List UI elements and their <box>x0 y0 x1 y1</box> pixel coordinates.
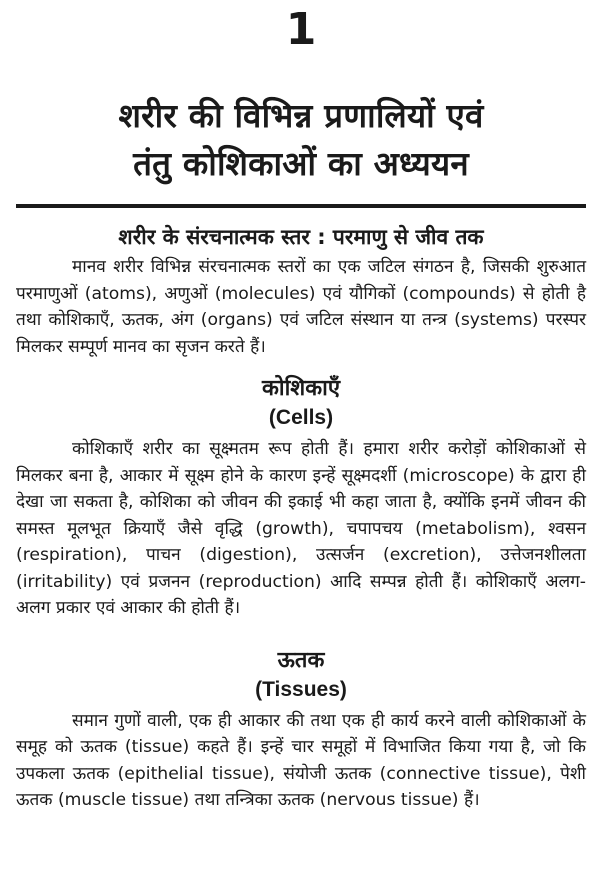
section-heading-structural-levels: शरीर के संरचनात्मक स्तर : परमाणु से जीव तक <box>118 225 484 249</box>
section-heading-tissues-hindi: ऊतक <box>277 647 325 673</box>
paragraph-structural-levels: मानव शरीर विभिन्न संरचनात्मक स्तरों का एक जटिल संगठन है, जिसकी शुरुआत परमाणुओं (atoms), अणुओं (molecules) एवं यौगिकों (compounds) से होती है तथा कोशिकाएँ, ऊतक, अंग (organs) एवं जटिल संस्थान या तन्त्र (systems) परस्पर मिलकर सम्पूर्ण मानव का सृजन करते हैं। <box>16 257 586 357</box>
paragraph-cells: कोशिकाएँ शरीर का सूक्ष्मतम रूप होती हैं। हमारा शरीर करोड़ों कोशिकाओं से मिलकर बना है, आकार में सूक्ष्म होने के कारण इन्हें सूक्ष्मदर्शी (microscope) के द्वारा ही देखा जा सकता है, कोशिका को जीवन की इकाई भी कहा जाता है, क्योंकि इनमें जीवन की समस्त मूलभूत क्रियाएँ जैसे वृद्धि (growth), चपापचय (metabolism), श्वसन (respiration), पाचन (digestion), उत्सर्जन (excretion), उत्तेजनशीलता (irritability) एवं प्रजनन (reproduction) आदि सम्पन्न होती हैं। कोशिकाएँ अलग-अलग प्रकार एवं आकार की होती हैं। <box>16 439 586 618</box>
chapter-title <box>16 92 586 188</box>
section-heading-tissues-english: (Tissues) <box>255 677 347 701</box>
chapter-title-line-2: तंतु कोशिकाओं का अध्ययन <box>133 144 469 183</box>
title-divider <box>16 204 586 208</box>
paragraph-tissues: समान गुणों वाली, एक ही आकार की तथा एक ही कार्य करने वाली कोशिकाओं के समूह को ऊतक (tissue) कहते हैं। इन्हें चार समूहों में विभाजित किया गया है, जो कि उपकला ऊतक (epithelial tissue), संयोजी ऊतक (connective tissue), पेशी ऊतक (muscle tissue) तथा तन्त्रिका ऊतक (nervous tissue) हैं। <box>16 710 586 810</box>
chapter-number: 1 <box>285 4 317 55</box>
chapter-title-line-1: शरीर की विभिन्न प्रणालियों एवं <box>118 96 484 135</box>
section-heading-cells-english: (Cells) <box>268 406 334 429</box>
section-heading-cells-hindi: कोशिकाएँ <box>261 376 340 401</box>
